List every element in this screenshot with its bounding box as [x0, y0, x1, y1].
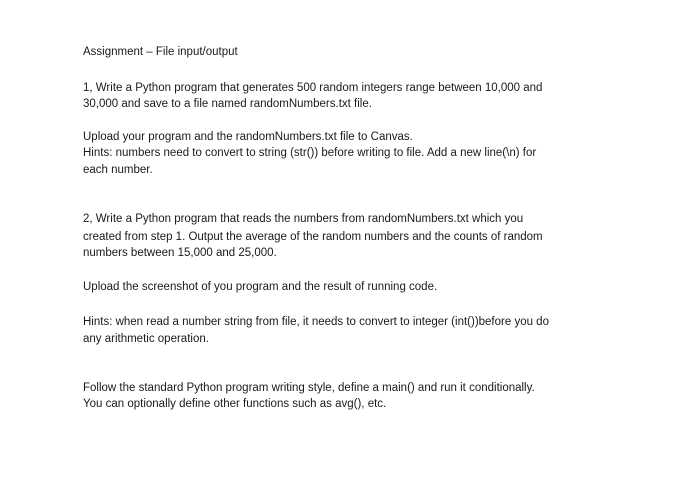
- upload1-text: Upload your program and the randomNumbers.txt file to Canvas.: [83, 131, 413, 143]
- hints1-line2: each number.: [83, 164, 153, 176]
- hints1-line1: Hints: numbers need to convert to string (str()) before writing to file. Add a new line(\n) for: [83, 147, 537, 159]
- task2-line3: numbers between 15,000 and 25,000.: [83, 247, 277, 259]
- task1-line1: 1, Write a Python program that generates 500 random integers range between 10,000 and: [83, 82, 543, 94]
- hints2-line2: any arithmetic operation.: [83, 333, 209, 345]
- upload2-text: Upload the screenshot of you program and the result of running code.: [83, 281, 438, 293]
- task2-line2: created from step 1. Output the average of the random numbers and the counts of random: [83, 231, 543, 243]
- hints2-line1: Hints: when read a number string from file, it needs to convert to integer (int())before you do: [83, 316, 549, 328]
- style-note-line1: Follow the standard Python program writing style, define a main() and run it conditionally.: [83, 382, 535, 394]
- document-title: Assignment – File input/output: [83, 46, 238, 58]
- style-note-line2: You can optionally define other functions such as avg(), etc.: [83, 398, 387, 410]
- task1-line2: 30,000 and save to a file named randomNumbers.txt file.: [83, 98, 372, 110]
- task2-line1: 2, Write a Python program that reads the numbers from randomNumbers.txt which you: [83, 213, 524, 225]
